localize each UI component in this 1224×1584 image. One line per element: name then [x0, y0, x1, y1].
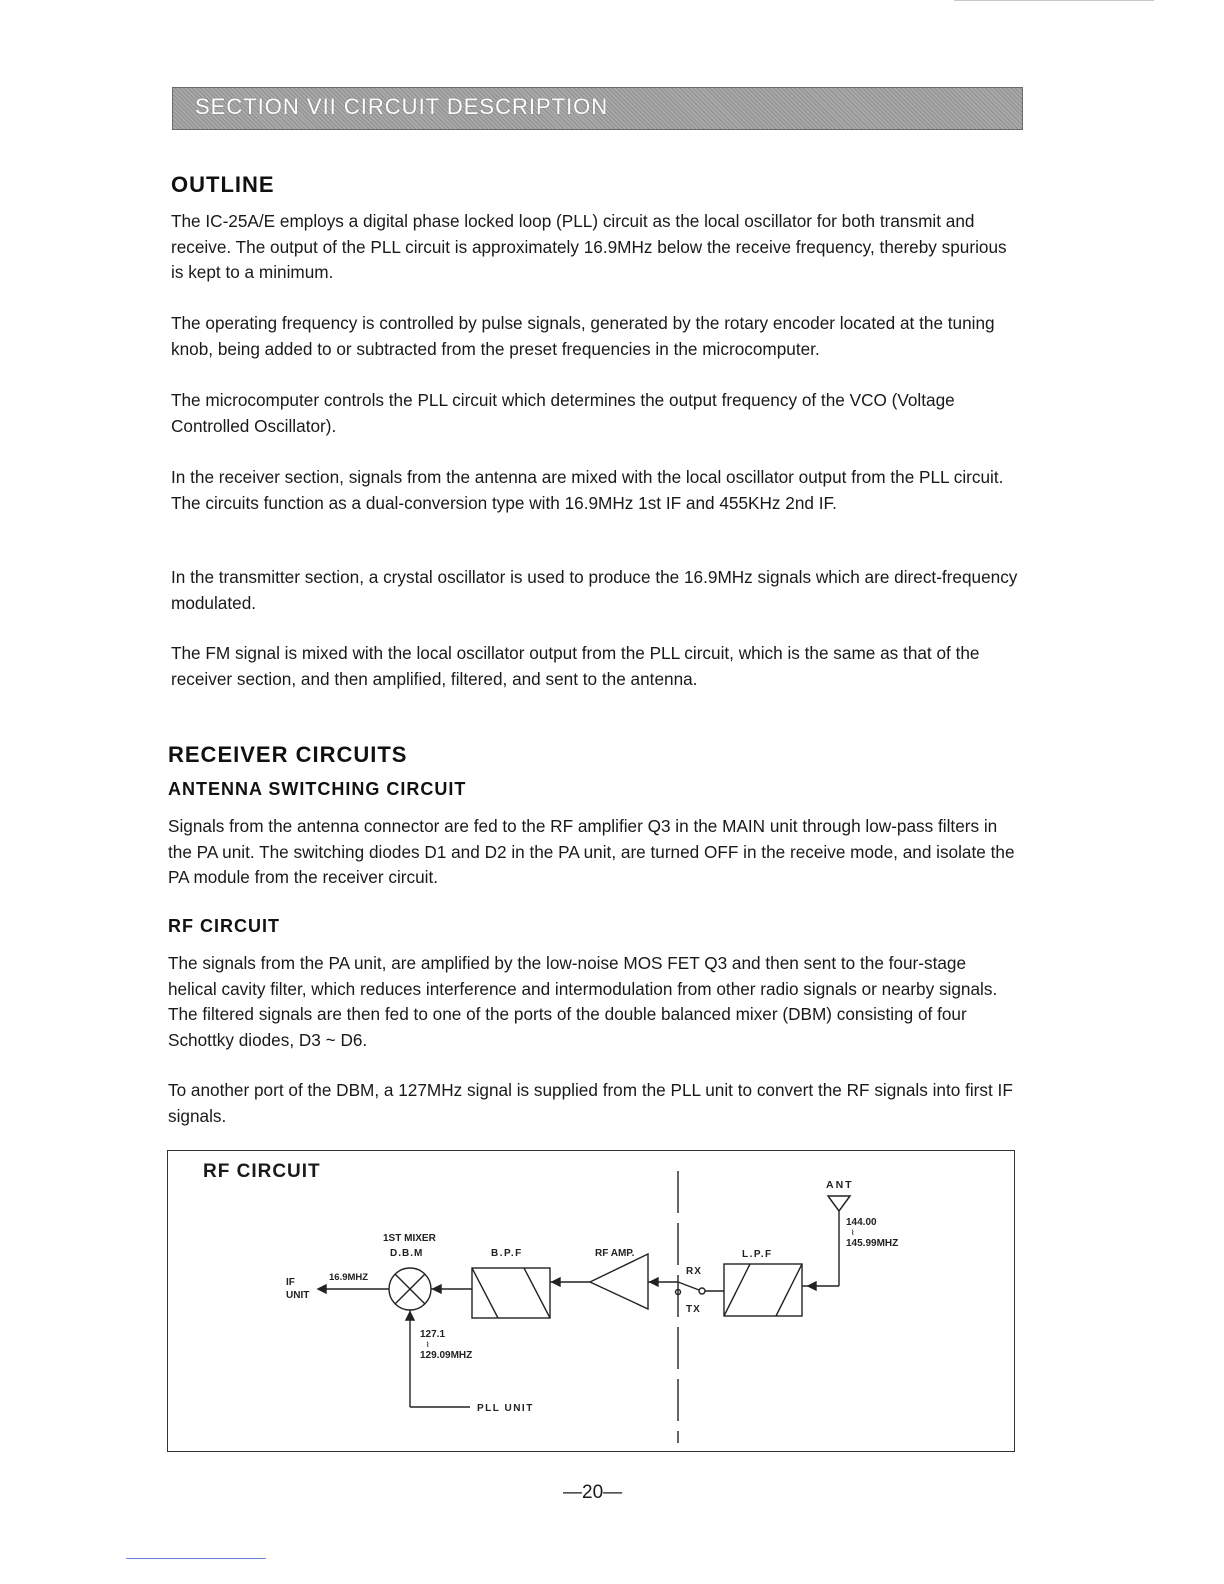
section-banner: [172, 87, 1023, 130]
rf-circuit-paragraph-2: To another port of the DBM, a 127MHz signal is supplied from the PLL unit to convert the RF signals into first IF signals.: [168, 1080, 1013, 1126]
arrow-rx-amp: [650, 1278, 658, 1286]
tx-label: TX: [686, 1304, 701, 1315]
arrow-amp-bpf: [552, 1278, 560, 1286]
lo-freq-sep: ⌇: [426, 1342, 430, 1349]
arrow-bpf-mixer: [433, 1285, 441, 1293]
antenna-icon: [828, 1196, 850, 1211]
pll-unit-label: PLL UNIT: [477, 1403, 534, 1414]
outline-paragraph-2: The operating frequency is controlled by pulse signals, generated by the rotary encoder located at the tuning knob, being added to or subtracted from the preset frequencies in the microcomputer.: [171, 313, 995, 359]
outline-paragraph-5: In the transmitter section, a crystal oscillator is used to produce the 16.9MHz signals which are direct-frequency modulated.: [171, 567, 1018, 613]
rf-amp-label: RF AMP.: [595, 1248, 635, 1259]
antenna-switching-paragraph: Signals from the antenna connector are fed to the RF amplifier Q3 in the MAIN unit through low-pass filters in the PA unit. The switching diodes D1 and D2 in the PA unit, are turned OFF in the receive mode, and isolate the PA module from the receiver circuit.: [168, 816, 1015, 887]
arrow-pll-mixer: [406, 1312, 414, 1320]
outline-paragraph-3: The microcomputer controls the PLL circuit which determines the output frequency of the VCO (Voltage Controlled Oscillator).: [171, 390, 955, 436]
ant-freq-2: 145.99MHZ: [846, 1238, 899, 1249]
rf-circuit-heading: RF CIRCUIT: [168, 916, 280, 936]
rf-circuit-paragraph-1: The signals from the PA unit, are amplified by the low-noise MOS FET Q3 and then sent to the four-stage helical cavity filter, which reduces interference and intermodulation from other radio signals or nearby signals. The filtered signals are then fed to one of the ports of the double balanced mixer (DBM) consisting of four Schottky diodes, D3 ~ D6.: [168, 953, 998, 1050]
if-freq-label: 16.9MHZ: [329, 1272, 369, 1283]
outline-paragraph-4: In the receiver section, signals from the antenna are mixed with the local oscillator output from the PLL circuit. The circuits function as a dual-conversion type with 16.9MHz 1st IF and 455KHz 2nd IF.: [171, 467, 1004, 513]
rx-label: RX: [686, 1266, 702, 1277]
switch-pivot: [699, 1288, 705, 1294]
ant-freq-sep: ⌇: [851, 1230, 855, 1237]
arrow-if-unit: [318, 1285, 326, 1293]
block-diagram: [168, 1151, 1014, 1451]
if-label-2: UNIT: [286, 1290, 310, 1301]
lo-freq-1: 127.1: [420, 1329, 446, 1340]
arrow-ant-lpf: [808, 1282, 816, 1290]
bottom-edge-line: [126, 1558, 266, 1559]
mixer-label-1: 1ST MIXER: [383, 1233, 436, 1244]
rf-amp-symbol: [590, 1254, 648, 1309]
bpf-label: B.P.F: [491, 1248, 523, 1259]
lpf-block: [724, 1264, 802, 1316]
outline-heading: OUTLINE: [171, 172, 275, 197]
lpf-label: L.P.F: [742, 1249, 773, 1260]
outline-paragraph-6: The FM signal is mixed with the local oscillator output from the PLL circuit, which is the same as that of the receiver section, and then amplified, filtered, and sent to the antenna.: [171, 643, 980, 689]
switch-arm: [678, 1282, 699, 1290]
outline-paragraph-1: The IC-25A/E employs a digital phase locked loop (PLL) circuit as the local oscillator for both transmit and receive. The output of the PLL circuit is approximately 16.9MHz below the receive frequency, thereby spurious is kept to a minimum.: [171, 211, 1007, 282]
top-edge-line: [954, 0, 1154, 1]
antenna-switching-heading: ANTENNA SWITCHING CIRCUIT: [168, 779, 467, 799]
bpf-block: [472, 1268, 550, 1318]
ant-freq-1: 144.00: [846, 1217, 877, 1228]
rf-circuit-diagram: [167, 1150, 1015, 1452]
mixer-label-2: D.B.M: [390, 1248, 424, 1259]
lo-freq-2: 129.09MHZ: [420, 1350, 473, 1361]
diagram-title: RF CIRCUIT: [203, 1161, 321, 1182]
receiver-heading: RECEIVER CIRCUITS: [168, 742, 408, 767]
section-title: SECTION VII CIRCUIT DESCRIPTION: [195, 94, 609, 119]
page-number: —20—: [563, 1482, 623, 1503]
if-label-1: IF: [286, 1277, 295, 1288]
ant-label: ANT: [826, 1179, 854, 1191]
